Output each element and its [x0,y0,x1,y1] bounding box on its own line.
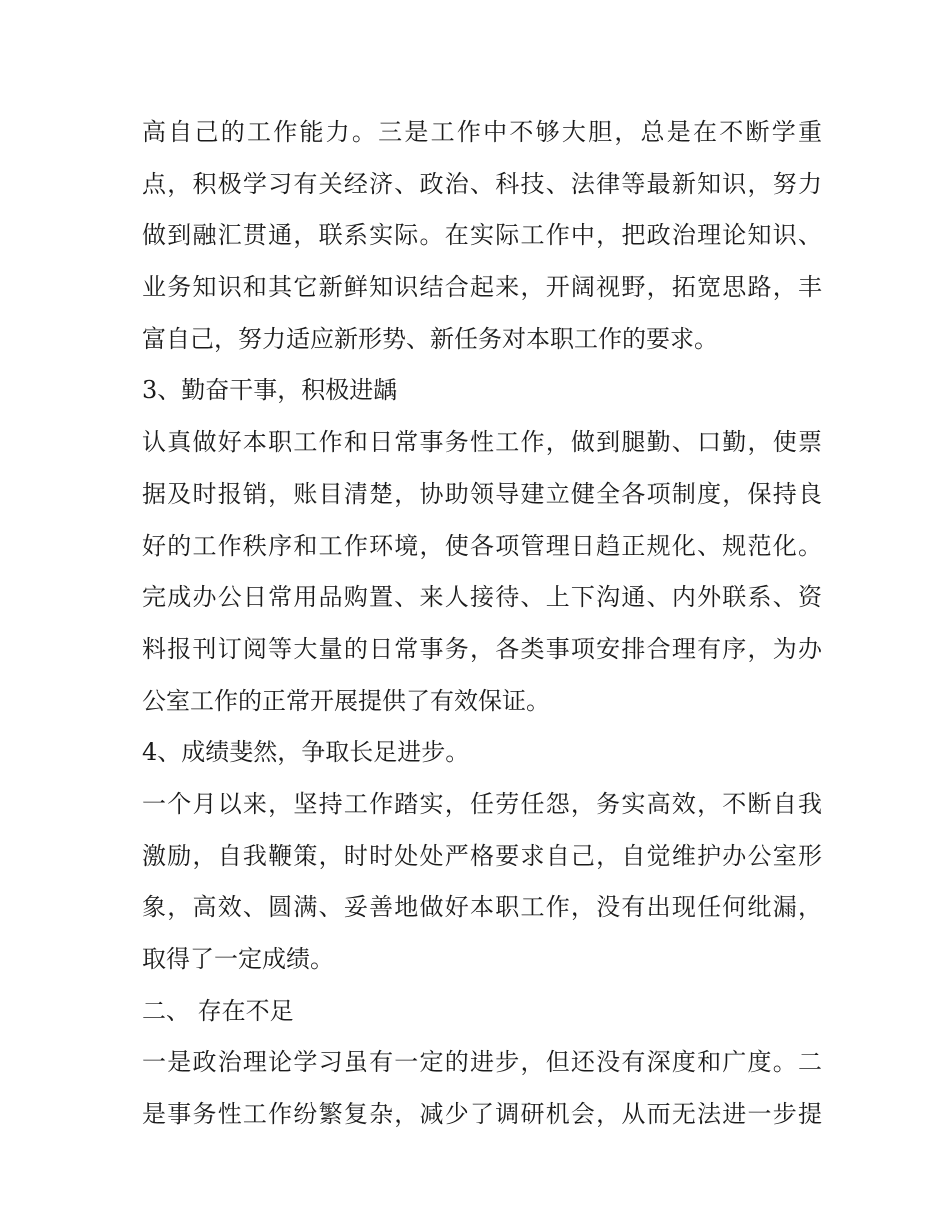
text-line: 公室工作的正常开展提供了有效保证。 [142,686,550,715]
document-body [142,107,822,1141]
text-line: 取得了一定成绩。 [142,945,334,973]
text-line: 一是政治理论学习虽有一定的进步，但还没有深度和广度。二 [142,1048,822,1077]
text-line: 是事务性工作纷繁复杂，减少了调研机会，从而无法进一步提 [142,1100,822,1129]
text-line: 做到融汇贯通，联系实际。在实际工作中，把政治理论知识、 [142,221,822,250]
section-heading-3: 3、勤奋干事，积极进龋 [142,376,398,405]
text-line: 据及时报销，账目清楚，协助领导建立健全各项制度，保持良 [142,479,822,508]
text-line: 富自己，努力适应新形势、新任务对本职工作的要求。 [142,324,718,353]
text-line: 业务知识和其它新鲜知识结合起来，开阔视野，拓宽思路，丰 [142,273,822,302]
text-line: 象，高效、圆满、妥善地做好本职工作，没有出现任何纰漏， [142,893,822,922]
section-heading-shortcomings: 二、 存在不足 [142,996,294,1025]
text-line: 高自己的工作能力。三是工作中不够大胆，总是在不断学重 [142,118,822,146]
text-line: 点，积极学习有关经济、政治、科技、法律等最新知识，努力 [142,169,822,198]
text-line: 一个月以来，坚持工作踏实，任劳任怨，务实高效，不断自我 [142,789,822,818]
text-line: 认真做好本职工作和日常事务性工作，做到腿勤、口勤，使票 [142,428,822,457]
text-line: 好的工作秩序和工作环境，使各项管理日趋正规化、规范化。 [142,531,822,560]
text-line: 激励，自我鞭策，时时处处严格要求自己，自觉维护办公室形 [142,841,822,870]
text-line: 完成办公日常用品购置、来人接待、上下沟通、内外联系、资 [142,583,822,612]
section-heading-4: 4、成绩斐然，争取长足进步。 [142,738,470,767]
text-line: 料报刊订阅等大量的日常事务，各类事项安排合理有序，为办 [142,634,822,663]
